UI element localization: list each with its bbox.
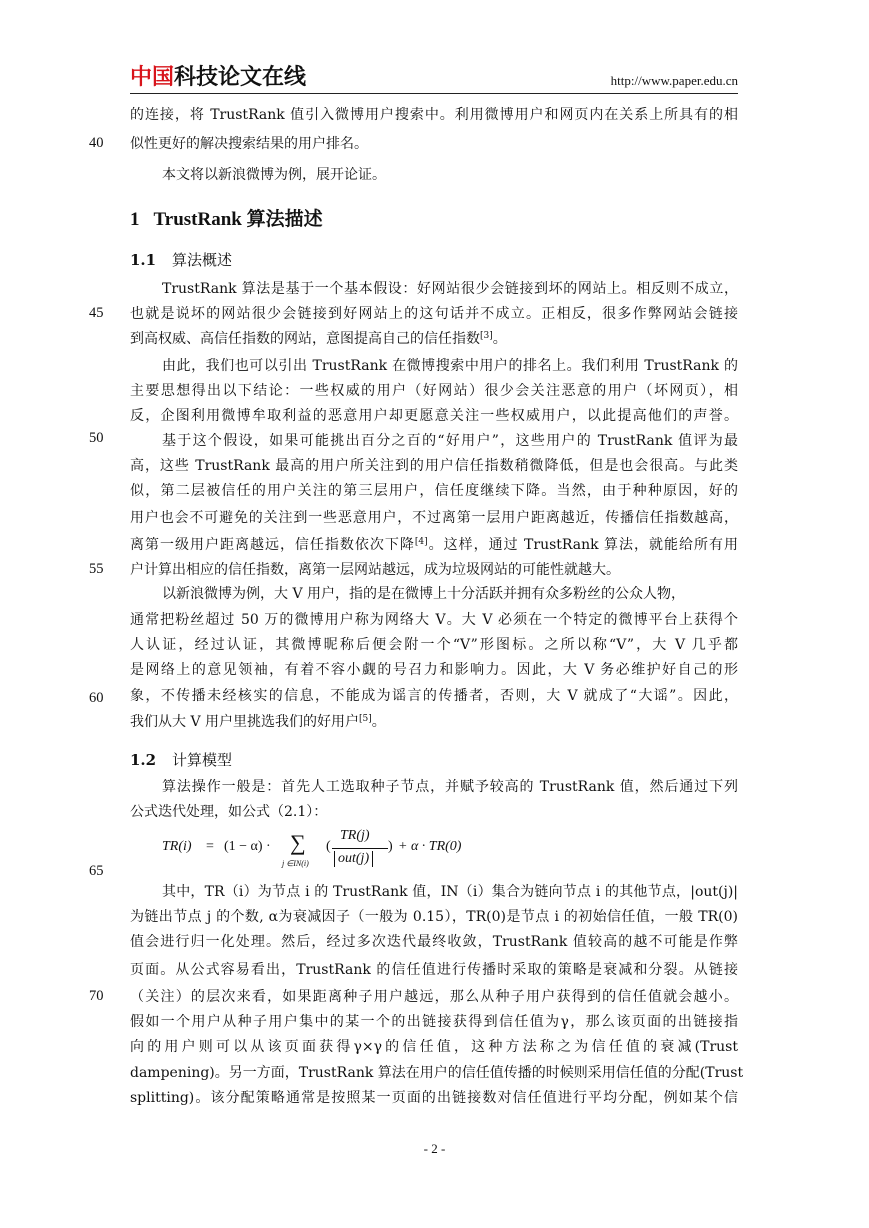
line-number: 60	[89, 690, 104, 706]
paragraph-line: （关注）的层次来看，如果距离种子用户越远，那么从种子用户获得到的信任值就会越小。	[130, 989, 738, 1005]
paragraph-line: 页面。从公式容易看出，TrustRank 的信任值进行传播时采取的策略是衰减和分裂。从链接	[130, 962, 738, 978]
paragraph-line: 人认证，经过认证，其微博昵称后便会附一个“V”形图标。之所以称“V”，大 V 几乎都	[130, 637, 738, 653]
paragraph-line: 是网络上的意见领袖，有着不容小觑的号召力和影响力。因此，大 V 务必维护好自己的形	[130, 662, 738, 678]
section-heading	[130, 204, 323, 231]
paragraph-line: 用户也会不可避免的关注到一些恶意用户，不过离第一层用户距离越近，传播信任指数越高，	[130, 510, 738, 526]
citation: [3]	[480, 331, 493, 341]
paragraph-line: 的连接，将 TrustRank 值引入微博用户搜索中。利用微博用户和网页内在关系上所具有的相	[130, 107, 738, 123]
paragraph-line: 似，第二层被信任的用户关注的第三层用户，信任度继续下降。当然，由于种种原因，好的	[130, 483, 738, 499]
formula-factor: (1 − α) ·	[224, 839, 271, 854]
logo-red-text: 中国	[130, 65, 175, 90]
subsection-heading	[130, 749, 232, 770]
line-number: 45	[89, 305, 104, 321]
paragraph-line: 向的用户则可以从该页面获得γ×γ的信任值，这种方法称之为信任值的衰减(Trust	[130, 1039, 738, 1055]
header-url: http://www.paper.edu.cn	[610, 73, 738, 88]
paragraph-line: 值会进行归一化处理。然后，经过多次迭代最终收敛，TrustRank 值较高的越不可能是作弊	[130, 934, 738, 950]
formula-lhs: TR(i)	[162, 839, 192, 854]
subsection-title: 计算模型	[172, 751, 233, 769]
paragraph-line: 其中，TR（i）为节点 i 的 TrustRank 值，IN（i）集合为链向节点 i 的其他节点，|out(j)|	[162, 884, 738, 900]
paragraph-line: 似性更好的解决搜索结果的用户排名。	[130, 136, 368, 152]
paragraph-line: 为链出节点 j 的个数, α为衰减因子（一般为 0.15），TR(0)是节点 i 的初始信任值，一般 TR(0)	[130, 909, 738, 925]
formula-numerator: TR(j)	[340, 828, 370, 843]
citation: [5]	[359, 714, 372, 724]
line-number: 70	[89, 988, 104, 1004]
section-title: TrustRank 算法描述	[153, 209, 323, 230]
paragraph-line: 反，企图利用微博牟取利益的恶意用户却更愿意关注一些权威用户，以此提高他们的声誉。	[130, 408, 738, 424]
line-number: 40	[89, 135, 104, 151]
paragraph-line: 到高权威、高信任指数的网站，意图提高自己的信任指数[3]。	[130, 331, 507, 347]
paragraph-line: 由此，我们也可以引出 TrustRank 在微博搜索中用户的排名上。我们利用 TrustRank 的	[162, 358, 738, 374]
paragraph-line: 主要思想得出以下结论：一些权威的用户（好网站）很少会关注恶意的用户（坏网页），相	[130, 383, 738, 399]
paragraph-line: 算法操作一般是：首先人工选取种子节点，并赋予较高的 TrustRank 值，然后通过下列	[162, 779, 738, 795]
logo-black-text: 科技论文在线	[174, 65, 307, 90]
paragraph-line: 基于这个假设，如果可能挑出百分之百的“好用户”，这些用户的 TrustRank 值评为最	[162, 433, 738, 449]
paragraph-line: 象，不传播未经核实的信息，不能成为谣言的传播者，否则，大 V 就成了“大谣”。因此，	[130, 688, 738, 704]
paragraph-line: 以新浪微博为例，大 V 用户，指的是在微博上十分活跃并拥有众多粉丝的公众人物，	[162, 586, 686, 602]
paragraph-line: 本文将以新浪微博为例，展开论证。	[162, 167, 386, 183]
header-rule	[130, 93, 738, 94]
section-number: 1	[130, 209, 140, 230]
paragraph-line: 离第一级用户距离越远，信任指数依次下降[4]。这样，通过 TrustRank 算法，就能给所有用	[130, 537, 739, 553]
paragraph-line: 也就是说坏的网站很少会链接到好网站上的这句话并不成立。正相反，很多作弊网站会链接	[130, 306, 738, 322]
paragraph-line: splitting)。该分配策略通常是按照某一页面的出链接数对信任值进行平均分配，例如某个信	[130, 1090, 738, 1106]
citation: [4]	[414, 537, 428, 547]
subsection-title: 算法概述	[172, 251, 233, 269]
paragraph-line: 假如一个用户从种子用户集中的某一个的出链接获得到信任值为γ，那么该页面的出链接指	[130, 1014, 738, 1030]
paragraph-line: dampening)。另一方面，TrustRank 算法在用户的信任值传播的时候则采用信任值的分配(Trust	[130, 1065, 744, 1081]
formula-tail: + α · TR(0)	[398, 839, 462, 854]
formula-paren-close: )	[388, 839, 393, 854]
line-number: 55	[89, 561, 104, 577]
paragraph-line: 高，这些 TrustRank 最高的用户所关注到的用户信任指数稍微降低，但是也会很高。与此类	[130, 458, 738, 474]
formula-paren-open: (	[326, 839, 331, 854]
paragraph-line: 我们从大 V 用户里挑选我们的好用户[5]。	[130, 714, 386, 730]
line-number: 65	[89, 863, 104, 879]
formula-sum: ∑	[290, 830, 306, 855]
paragraph-line: 公式迭代处理，如公式（2.1）：	[130, 804, 328, 820]
page-number: - 2 -	[423, 1141, 446, 1156]
subsection-number: 1.1	[130, 251, 157, 269]
subsection-heading	[130, 249, 232, 270]
formula	[162, 826, 522, 874]
journal-logo	[130, 60, 306, 91]
line-number: 50	[89, 430, 104, 446]
paragraph-line: 通常把粉丝超过 50 万的微博用户称为网络大 V。大 V 必须在一个特定的微博平台上获得个	[130, 612, 738, 628]
paragraph-line: TrustRank 算法是基于一个基本假设：好网站很少会链接到坏的网站上。相反则不成立，	[162, 281, 738, 297]
paragraph-line: 户计算出相应的信任指数，离第一层网站越远，成为垃圾网站的可能性就越大。	[130, 562, 620, 578]
formula-denominator: out(j)	[334, 851, 373, 867]
formula-equals: =	[206, 839, 214, 854]
subsection-number: 1.2	[130, 751, 157, 769]
formula-sum-index: j ∈IN(i)	[282, 859, 309, 868]
formula-fraction-bar	[332, 848, 388, 849]
